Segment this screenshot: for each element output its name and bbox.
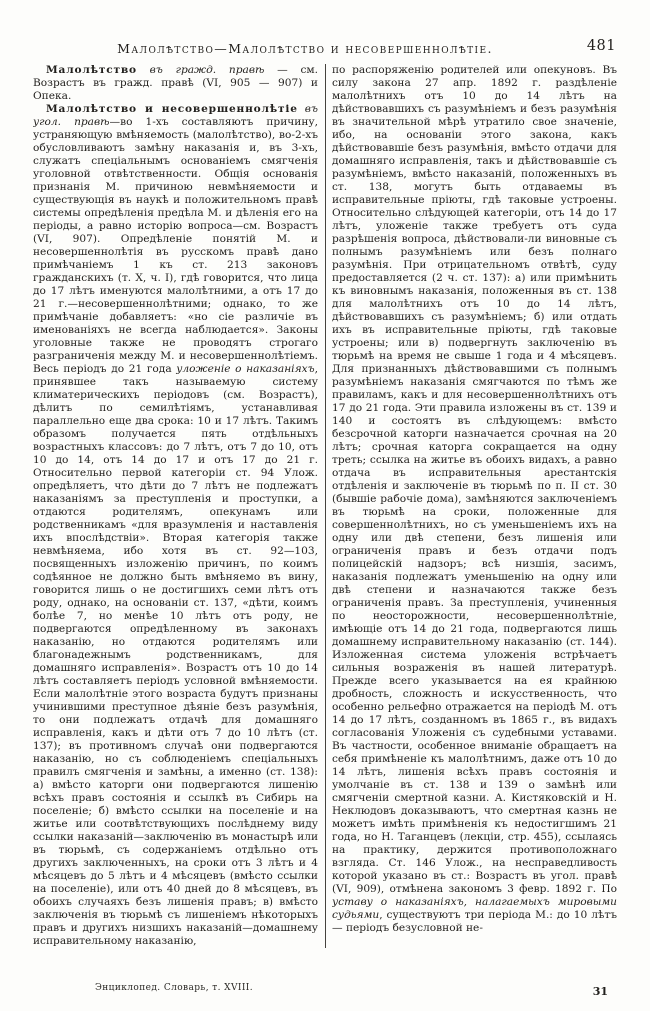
text-run: — см. Возрастъ въ гражд. правѣ (VI, 905 — 907) и Опека. [33,64,318,102]
italic-run: въ угол. правѣ [33,103,318,128]
entry-headword: Малолѣтство и несовершеннолѣтіе [46,103,298,115]
paragraph [33,64,318,103]
column-right [332,64,617,952]
page-number: 481 [586,38,616,54]
paragraph [33,103,318,948]
column-left [33,64,318,952]
text-run: по распоряженію родителей или опекуновъ. Въ силу закона 27 апр. 1892 г. раздѣленіе малолѣтнихъ отъ 10 до 14 лѣтъ на дѣйствовавшихъ съ разумѣніемъ и безъ разумѣнія въ значительной мѣрѣ утратило свое значеніе, ибо, на основаніи этого закона, какъ дѣйствовавшіе безъ разумѣнія, вмѣсто отдачи для домашняго исправленія, такъ и дѣйствовавшіе съ разумѣніемъ, вмѣсто наказаній, положенныхъ въ ст. 138, могутъ быть отдаваемы въ исправительные пріюты, гдѣ таковые устроены. Относительно слѣдующей категоріи, отъ 14 до 17 лѣтъ, уложеніе также требуетъ отъ суда разрѣшенія вопроса, дѣйствовали-ли виновные съ полнымъ разумѣніемъ или безъ полнаго разумѣнія. При отрицательномъ отвѣтѣ, суду предоставляется (2 ч. ст. 137): а) или примѣнить къ виновнымъ наказанія, положенныя въ ст. 138 для малолѣтнихъ отъ 10 до 14 лѣтъ, дѣйствовавшихъ съ разумѣніемъ; б) или отдать ихъ въ исправительные пріюты, гдѣ таковые устроены; или в) подвергнуть заключенію въ тюрьмѣ на время не свыше 1 года и 4 мѣсяцевъ. Для признанныхъ дѣйствовавшими съ полнымъ разумѣніемъ наказанія смягчаются по тѣмъ же правиламъ, какъ и для несовершеннолѣтнихъ отъ 17 до 21 года. Эти правила изложены въ ст. 139 и 140 и состоятъ въ слѣдующемъ: вмѣсто безсрочной каторги назначается срочная на 20 лѣтъ; срочная каторга сокращается на одну треть; ссылка на житье въ обоихъ видахъ, а равно отдача въ исправительныя арестантскія отдѣленія и заключеніе въ тюрьмѣ по п. II ст. 30 (бывшіе рабочіе дома), замѣняются заключеніемъ въ тюрьмѣ на сроки, положенные для совершеннолѣтнихъ, но съ уменьшеніемъ ихъ на одну или двѣ степени, безъ лишенія или ограниченія правъ и безъ отдачи подъ полицейскій надзоръ; всѣ низшія, засимъ, наказанія подлежатъ уменьшенію на одну или двѣ степени и назначаются также безъ ограниченія правъ. За преступленія, учиненныя по неосторожности, несовершеннолѣтніе, имѣющіе отъ 14 до 21 года, подвергаются лишь домашнему исправительному наказанію (ст. 144). Изложенная система уложенія встрѣчаетъ сильныя возраженія въ нашей литературѣ. Прежде всего указывается на ея крайнюю дробность, сложность и искусственность, что особенно рельефно отражается на періодѣ М. отъ 14 до 17 лѣтъ, созданномъ въ 1865 г., въ видахъ согласованія Уложенія съ судебными уставами. Въ частности, особенное вниманіе обращаетъ на себя примѣненіе къ малолѣтнимъ, даже отъ 10 до 14 лѣтъ, лишенія всѣхъ правъ состоянія и умолчаніе въ ст. 138 и 139 о замѣнѣ или смягченіи смертной казни. А. Кистяковскій и Н. Неклюдовъ доказываютъ, что смертная казнь не можетъ имѣть примѣненія къ недостигшимъ 21 года, но Н. Таганцевъ (лекціи, стр. 455), ссылаясь на практику, держится противоположнаго взгляда. Ст. 146 Улож., на несправедливость которой указано въ ст.: Возрастъ въ угол. правѣ (VI, 909), отмѣнена закономъ 3 февр. 1892 г. По [332,64,617,895]
entry-headword: Малолѣтство [46,64,137,76]
volume-imprint: Энциклопед. Словарь, т. XVIII. [95,983,253,993]
text-run: , существуютъ три періода М.: до 10 лѣтъ — періодъ безусловной не- [332,909,617,934]
running-head: Малолѣтство—Малолѣтство и несовершеннолѣтіе. [117,41,493,56]
printer-signature-number: 31 [592,985,608,998]
italic-run: въ гражд. правѣ [136,64,265,76]
italic-run: уставу о наказаніяхъ, налагаемыхъ мировыми судьями [332,896,617,921]
two-column-body [33,64,617,952]
italic-run: уложеніе о наказаніяхъ [176,363,315,375]
text-run: —во 1-хъ составляютъ причину, устраняющую вмѣняемость (малолѣтство), во-2-хъ обусловливаютъ замѣну наказанія и, въ 3-хъ, служатъ спеціальнымъ основаніемъ смягченія уголовной отвѣтственности. Общія основанія признанія М. причиною невмѣняемости и существующія въ наукѣ и положительномъ правѣ системы опредѣленія предѣла М. и дѣленія его на періоды, а равно исторію вопроса—см. Возрастъ (VI, 907). Опредѣленіе понятій М. и несовершеннолѣтія въ русскомъ правѣ дано примѣчаніемъ 1 къ ст. 213 законовъ гражданскихъ (т. X, ч. I), гдѣ говорится, что лица до 17 лѣтъ именуются малолѣтними, а отъ 17 до 21 г.—несовершеннолѣтними; однако, то же примѣчаніе добавляетъ: «но сіе различіе въ именованіяхъ не всегда наблюдается». Законы уголовные также не проводятъ строгаго разграниченія между М. и несовершеннолѣтіемъ. Весь періодъ до 21 года [33,116,318,375]
text-run: , принявшее такъ называемую систему климатерическихъ періодовъ (см. Возрастъ), дѣлитъ по семилѣтіямъ, устанавливая параллельно еще два срока: 10 и 17 лѣтъ. Такимъ образомъ получается пять отдѣльныхъ возрастныхъ классовъ: до 7 лѣтъ, отъ 7 до 10, отъ 10 до 14, отъ 14 до 17 и отъ 17 до 21 г. Относительно первой категоріи ст. 94 Улож. опредѣляетъ, что дѣти до 7 лѣтъ не подлежатъ наказаніямъ за преступленія и проступки, а отдаются родителямъ, опекунамъ или родственникамъ «для вразумленія и наставленія ихъ впослѣдствіи». Вторая категорія также невмѣняема, ибо хотя въ ст. 92—103, посвященныхъ изложенію причинъ, по коимъ содѣянное не должно быть вмѣняемо въ вину, говорится лишь о не достигшихъ семи лѣтъ отъ роду, однако, на основаніи ст. 137, «дѣти, коимъ болѣе 7, но менѣе 10 лѣтъ отъ роду, не подвергаются опредѣленному въ законахъ наказанію, но отдаются родителямъ или благонадежнымъ родственникамъ, для домашняго исправленія». Возрастъ отъ 10 до 14 лѣтъ составляетъ періодъ условной вмѣняемости. Если малолѣтніе этого возраста будутъ признаны учинившими преступное дѣяніе безъ разумѣнія, то они подлежатъ отдачѣ для домашняго исправленія, какъ и дѣти отъ 7 до 10 лѣтъ (ст. 137); въ противномъ случаѣ они подвергаются наказанію, но съ соблюденіемъ спеціальныхъ правилъ смягченія и замѣны, а именно (ст. 138): а) вмѣсто каторги они подвергаются лишенію всѣхъ правъ состоянія и ссылкѣ въ Сибирь на поселеніе; б) вмѣсто ссылки на поселеніе и на житье или соотвѣтствующихъ послѣднему виду ссылки наказаній—заключенію въ монастырѣ или въ тюрьмѣ, съ содержаніемъ отдѣльно отъ другихъ заключенныхъ, на сроки отъ 3 лѣтъ и 4 мѣсяцевъ до 5 лѣтъ и 4 мѣсяцевъ (вмѣсто ссылки на поселеніе), или отъ 40 дней до 8 мѣсяцевъ, въ обоихъ случаяхъ безъ лишенія правъ; в) вмѣсто заключенія въ тюрьмѣ съ лишеніемъ нѣкоторыхъ правъ и другихъ низшихъ наказаній—домашнему исправительному наказанію, [33,363,318,947]
column-divider-rule [325,64,326,948]
paragraph [332,64,617,935]
